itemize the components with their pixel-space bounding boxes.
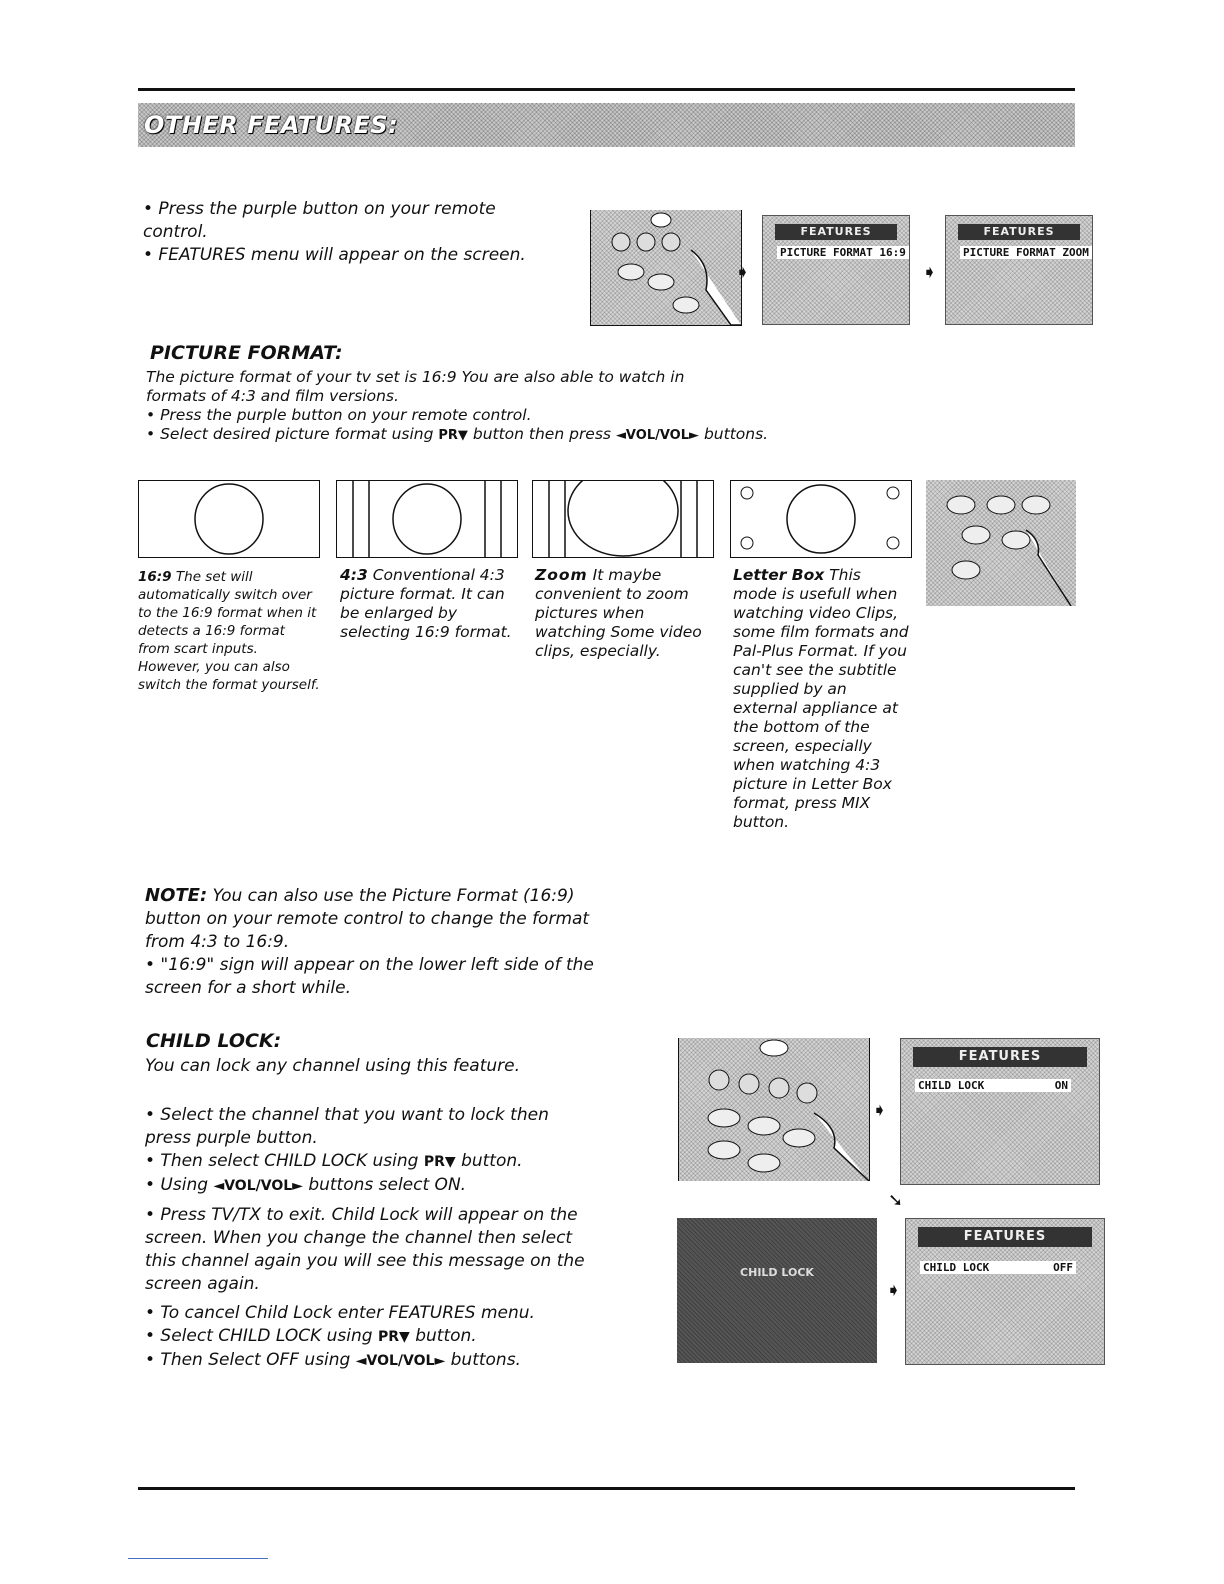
features-menu-1	[762, 215, 910, 325]
note-bullet: • "16:9" sign will appear on the lower left side of the screen for a short while.	[145, 955, 594, 998]
format-letterbox-desc	[733, 566, 909, 832]
format-text: The set will automatically switch over to the 16:9 format when it detects a 16:9 format from scart inputs. However, you can also switch the format yourself.	[138, 569, 320, 693]
cl-step-2-b: button.	[461, 1151, 523, 1171]
format-name: 16:9	[138, 569, 172, 585]
cl-step-6-a: • Select CHILD LOCK using	[145, 1326, 373, 1346]
format-zoom-desc	[535, 566, 717, 661]
cl-step-3-a: • Using	[145, 1175, 209, 1195]
section-banner	[138, 103, 1075, 147]
menu-title: FEATURES	[958, 224, 1080, 240]
remote-illustration-3	[678, 1038, 870, 1181]
features-menu-4	[905, 1218, 1105, 1365]
format-zoom-diagram	[532, 480, 714, 558]
pf-bullet-2-b: button then press	[472, 425, 611, 443]
child-lock-steps	[145, 1104, 595, 1373]
menu-row-value: ON	[1054, 1079, 1068, 1092]
vol-key: ◄VOL/VOL►	[213, 1178, 303, 1194]
cl-step-3	[145, 1174, 595, 1198]
note-label: NOTE:	[145, 885, 208, 906]
cl-step-4: • Press TV/TX to exit. Child Lock will appear on the screen. When you change the channel then select this channel again you will see this message on the screen again.	[145, 1205, 585, 1294]
menu-row: PICTURE FORMAT ZOOM	[960, 246, 1092, 259]
arrow-icon: ➧	[735, 262, 751, 283]
pf-line-1: The picture format of your tv set is 16:9 You are also able to watch in	[146, 368, 685, 386]
arrow-icon: ➧	[872, 1100, 888, 1121]
format-text: This mode is usefull when watching video Clips, some film formats and Pal-Plus Format. If you can't see the subtitle supplied by an external appliance at the bottom of the screen, especially when watching 4:3 picture in Letter Box format, press MIX button.	[733, 566, 909, 831]
note-text: You can also use the Picture Format (16:9) button on your remote control to change the format from 4:3 to 16:9.	[145, 886, 590, 952]
picture-format-text	[146, 368, 866, 445]
features-menu-2	[945, 215, 1093, 325]
cl-step-7-b: buttons.	[450, 1350, 521, 1370]
pr-key: PR▼	[423, 1154, 456, 1170]
format-text: Conventional 4:3 picture format. It can be enlarged by selecting 16:9 format.	[340, 566, 512, 641]
tv-screen	[677, 1218, 877, 1363]
bottom-rule	[138, 1487, 1075, 1490]
menu-title: FEATURES	[775, 224, 897, 240]
cl-step-6-b: button.	[415, 1326, 477, 1346]
tv-screen-message: CHILD LOCK	[740, 1266, 814, 1279]
format-4-3-diagram	[336, 480, 518, 558]
menu-row-label: CHILD LOCK	[918, 1079, 985, 1092]
cl-step-7-a: • Then Select OFF using	[145, 1350, 351, 1370]
cl-step-2-a: • Then select CHILD LOCK using	[145, 1151, 419, 1171]
banner-title: OTHER FEATURES:	[144, 111, 399, 139]
format-letterbox-diagram	[730, 480, 912, 558]
remote-illustration	[590, 210, 742, 326]
remote-hand-icon	[591, 210, 741, 325]
cl-step-6	[145, 1325, 595, 1349]
child-lock-intro: You can lock any channel using this feature.	[145, 1056, 520, 1076]
menu-row: PICTURE FORMAT 16:9	[777, 246, 909, 259]
pf-bullet-2-a: • Select desired picture format using	[146, 425, 434, 443]
menu-row	[920, 1261, 1076, 1274]
remote-hand-icon	[926, 480, 1076, 606]
format-name: Letter Box	[733, 566, 825, 584]
menu-row-value: OFF	[1053, 1261, 1073, 1274]
top-rule	[138, 88, 1075, 91]
format-4-3-desc	[340, 566, 520, 642]
vol-key: ◄VOL/VOL►	[355, 1353, 446, 1369]
format-text: It maybe convenient to zoom pictures when watching Some video clips, especially.	[535, 566, 702, 660]
arrow-icon: ➧	[922, 262, 938, 283]
menu-title: FEATURES	[918, 1227, 1092, 1247]
arrow-icon: ➘	[888, 1190, 904, 1211]
picture-format-heading: PICTURE FORMAT:	[150, 342, 343, 364]
child-lock-heading: CHILD LOCK:	[146, 1030, 282, 1052]
format-name: Zoom	[535, 566, 588, 584]
note-block	[145, 884, 630, 1000]
footer-line	[128, 1558, 268, 1559]
format-name: 4:3	[340, 566, 368, 584]
menu-row	[915, 1079, 1071, 1092]
cl-step-5: • To cancel Child Lock enter FEATURES menu.	[145, 1303, 535, 1323]
cl-step-3-b: buttons select ON.	[308, 1175, 467, 1195]
cl-step-2	[145, 1150, 595, 1174]
remote-illustration-2	[926, 480, 1076, 606]
cl-step-1: • Select the channel that you want to lock then press purple button.	[145, 1105, 549, 1148]
pf-bullet-2	[146, 425, 866, 445]
menu-row-label: CHILD LOCK	[923, 1261, 990, 1274]
pr-key: PR▼	[438, 428, 468, 443]
remote-hand-icon	[679, 1038, 869, 1181]
pf-bullet-1: • Press the purple button on your remote control.	[146, 406, 532, 424]
pr-key: PR▼	[378, 1329, 410, 1345]
format-16-9-desc	[138, 568, 320, 694]
intro-bullet-1: • Press the purple button on your remote control.	[143, 199, 496, 242]
format-16-9-diagram	[138, 480, 320, 558]
arrow-icon: ➧	[886, 1280, 902, 1301]
intro-bullet-2: • FEATURES menu will appear on the screen.	[143, 245, 526, 265]
features-menu-3	[900, 1038, 1100, 1185]
vol-key: ◄VOL/VOL►	[615, 428, 700, 443]
intro-text	[143, 198, 563, 267]
cl-step-7	[145, 1349, 595, 1373]
pf-line-2: formats of 4:3 and film versions.	[146, 387, 399, 405]
pf-bullet-2-c: buttons.	[703, 425, 769, 443]
menu-title: FEATURES	[913, 1047, 1087, 1067]
